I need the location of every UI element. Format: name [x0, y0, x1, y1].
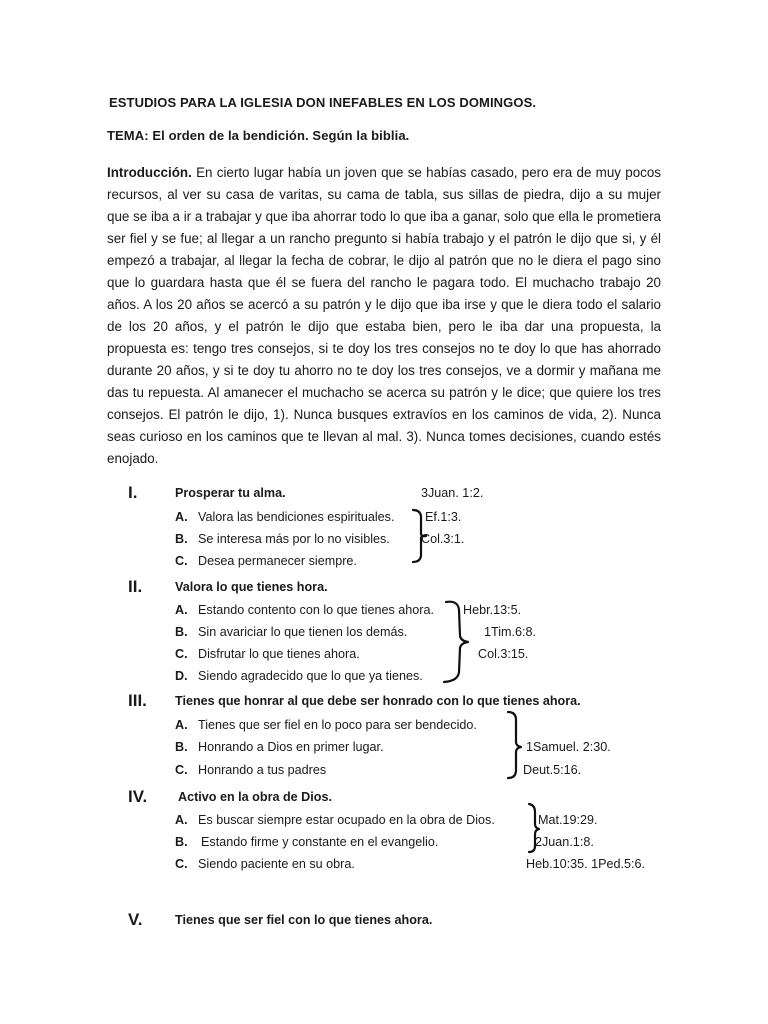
- introduction-text: En cierto lugar había un joven que se habías casado, pero era de muy pocos recursos, al ver su casa de varitas, su cama de tabla, sus sillas de piedra, dijo a su mujer que se iba a ir a trabajar y que iba ahorrar todo lo que iba a ganar, solo que ella le prometiera ser fiel y se fue; al llegar a un rancho pregunto si había trabajo y el patrón le dijo que si, y él empezó a trabajar, al llegar la fecha de cobrar, le dijo al patrón que no le diera el pago sino que lo guardara hasta que él se fuera del rancho le pagara todo. El muchacho trabajo 20 años. A los 20 años se acercó a su patrón y le dijo que iba irse y que le diera todo el salario de los 20 años, y el patrón le dijo que estaba bien, pero le iba dar una propuesta, la propuesta es: tengo tres consejos, si te doy los tres consejos no te doy lo que has ahorrado durante 20 años, y si te doy tu ahorro no te doy los tres consejos, ve a dormir y mañana me das tu repuesta. Al amanecer el muchacho se acerca su patrón y le dice; que quiere los tres consejos. El patrón le dijo, 1). Nunca busques extravíos en los caminos de vida, 2). Nunca seas curioso en los caminos que te llevan al mal. 3). Nunca tomes decisiones, cuando estés enojado.: [107, 165, 661, 466]
- item-reference: 1Samuel. 2:30.: [526, 740, 611, 754]
- section-title: Valora lo que tienes hora.: [175, 580, 328, 594]
- item-reference: Mat.19:29.: [538, 813, 598, 827]
- section-title: Prosperar tu alma.: [175, 486, 286, 500]
- item-text: Sin avariciar lo que tienen los demás.: [198, 625, 408, 639]
- item-letter: C.: [175, 647, 188, 661]
- item-letter: A.: [175, 718, 188, 732]
- document-title: ESTUDIOS PARA LA IGLESIA DON INEFABLES EN LOS DOMINGOS.: [109, 95, 537, 110]
- bracket-mark: [440, 598, 480, 684]
- item-letter: B.: [175, 532, 188, 546]
- section-title: Tienes que ser fiel con lo que tienes ahora.: [175, 913, 433, 927]
- item-text: Estando contento con lo que tienes ahora.: [198, 603, 434, 617]
- tema-line: TEMA: El orden de la bendición. Según la biblia.: [107, 128, 410, 143]
- item-reference: Col.3:15.: [478, 647, 529, 661]
- item-reference: Heb.10:35. 1Ped.5:6.: [526, 857, 646, 871]
- item-reference: 1Tim.6:8.: [484, 625, 537, 639]
- item-text: Tienes que ser fiel en lo poco para ser bendecido.: [198, 718, 477, 732]
- bracket-mark: [526, 802, 550, 854]
- item-reference: 2Juan.1:8.: [535, 835, 594, 849]
- item-text: Valora las bendiciones espirituales.: [198, 510, 395, 524]
- item-letter: C.: [175, 857, 188, 871]
- item-letter: C.: [175, 763, 188, 777]
- item-text: Siendo paciente en su obra.: [198, 857, 355, 871]
- section-numeral: III.: [128, 691, 147, 710]
- bracket-mark: [410, 508, 430, 564]
- item-reference: Ef.1:3.: [425, 510, 462, 524]
- bracket-mark: [504, 710, 528, 780]
- introduction-label: Introducción.: [107, 165, 192, 180]
- item-letter: D.: [175, 669, 188, 683]
- section-title: Tienes que honrar al que debe ser honrado con lo que tienes ahora.: [175, 694, 581, 708]
- item-letter: A.: [175, 603, 188, 617]
- item-text: Desea permanecer siempre.: [198, 554, 357, 568]
- item-letter: B.: [175, 625, 188, 639]
- item-text: Estando firme y constante en el evangelio.: [201, 835, 439, 849]
- item-letter: B.: [175, 740, 188, 754]
- section-reference: 3Juan. 1:2.: [421, 486, 484, 500]
- item-reference: Col.3:1.: [421, 532, 465, 546]
- item-letter: A.: [175, 813, 188, 827]
- item-reference: Hebr.13:5.: [463, 603, 522, 617]
- introduction-paragraph: [107, 162, 661, 470]
- item-text: Es buscar siempre estar ocupado en la obra de Dios.: [198, 813, 495, 827]
- section-title: Activo en la obra de Dios.: [178, 790, 332, 804]
- item-letter: A.: [175, 510, 188, 524]
- section-numeral: I.: [128, 483, 138, 502]
- item-letter: B.: [175, 835, 188, 849]
- item-text: Honrando a Dios en primer lugar.: [198, 740, 384, 754]
- section-numeral: V.: [128, 910, 143, 929]
- section-numeral: IV.: [128, 787, 148, 806]
- section-numeral: II.: [128, 577, 143, 596]
- item-letter: C.: [175, 554, 188, 568]
- item-text: Disfrutar lo que tienes ahora.: [198, 647, 360, 661]
- item-reference: Deut.5:16.: [523, 763, 582, 777]
- item-text: Siendo agradecido que lo que ya tienes.: [198, 669, 423, 683]
- item-text: Se interesa más por lo no visibles.: [198, 532, 390, 546]
- item-text: Honrando a tus padres: [198, 763, 327, 777]
